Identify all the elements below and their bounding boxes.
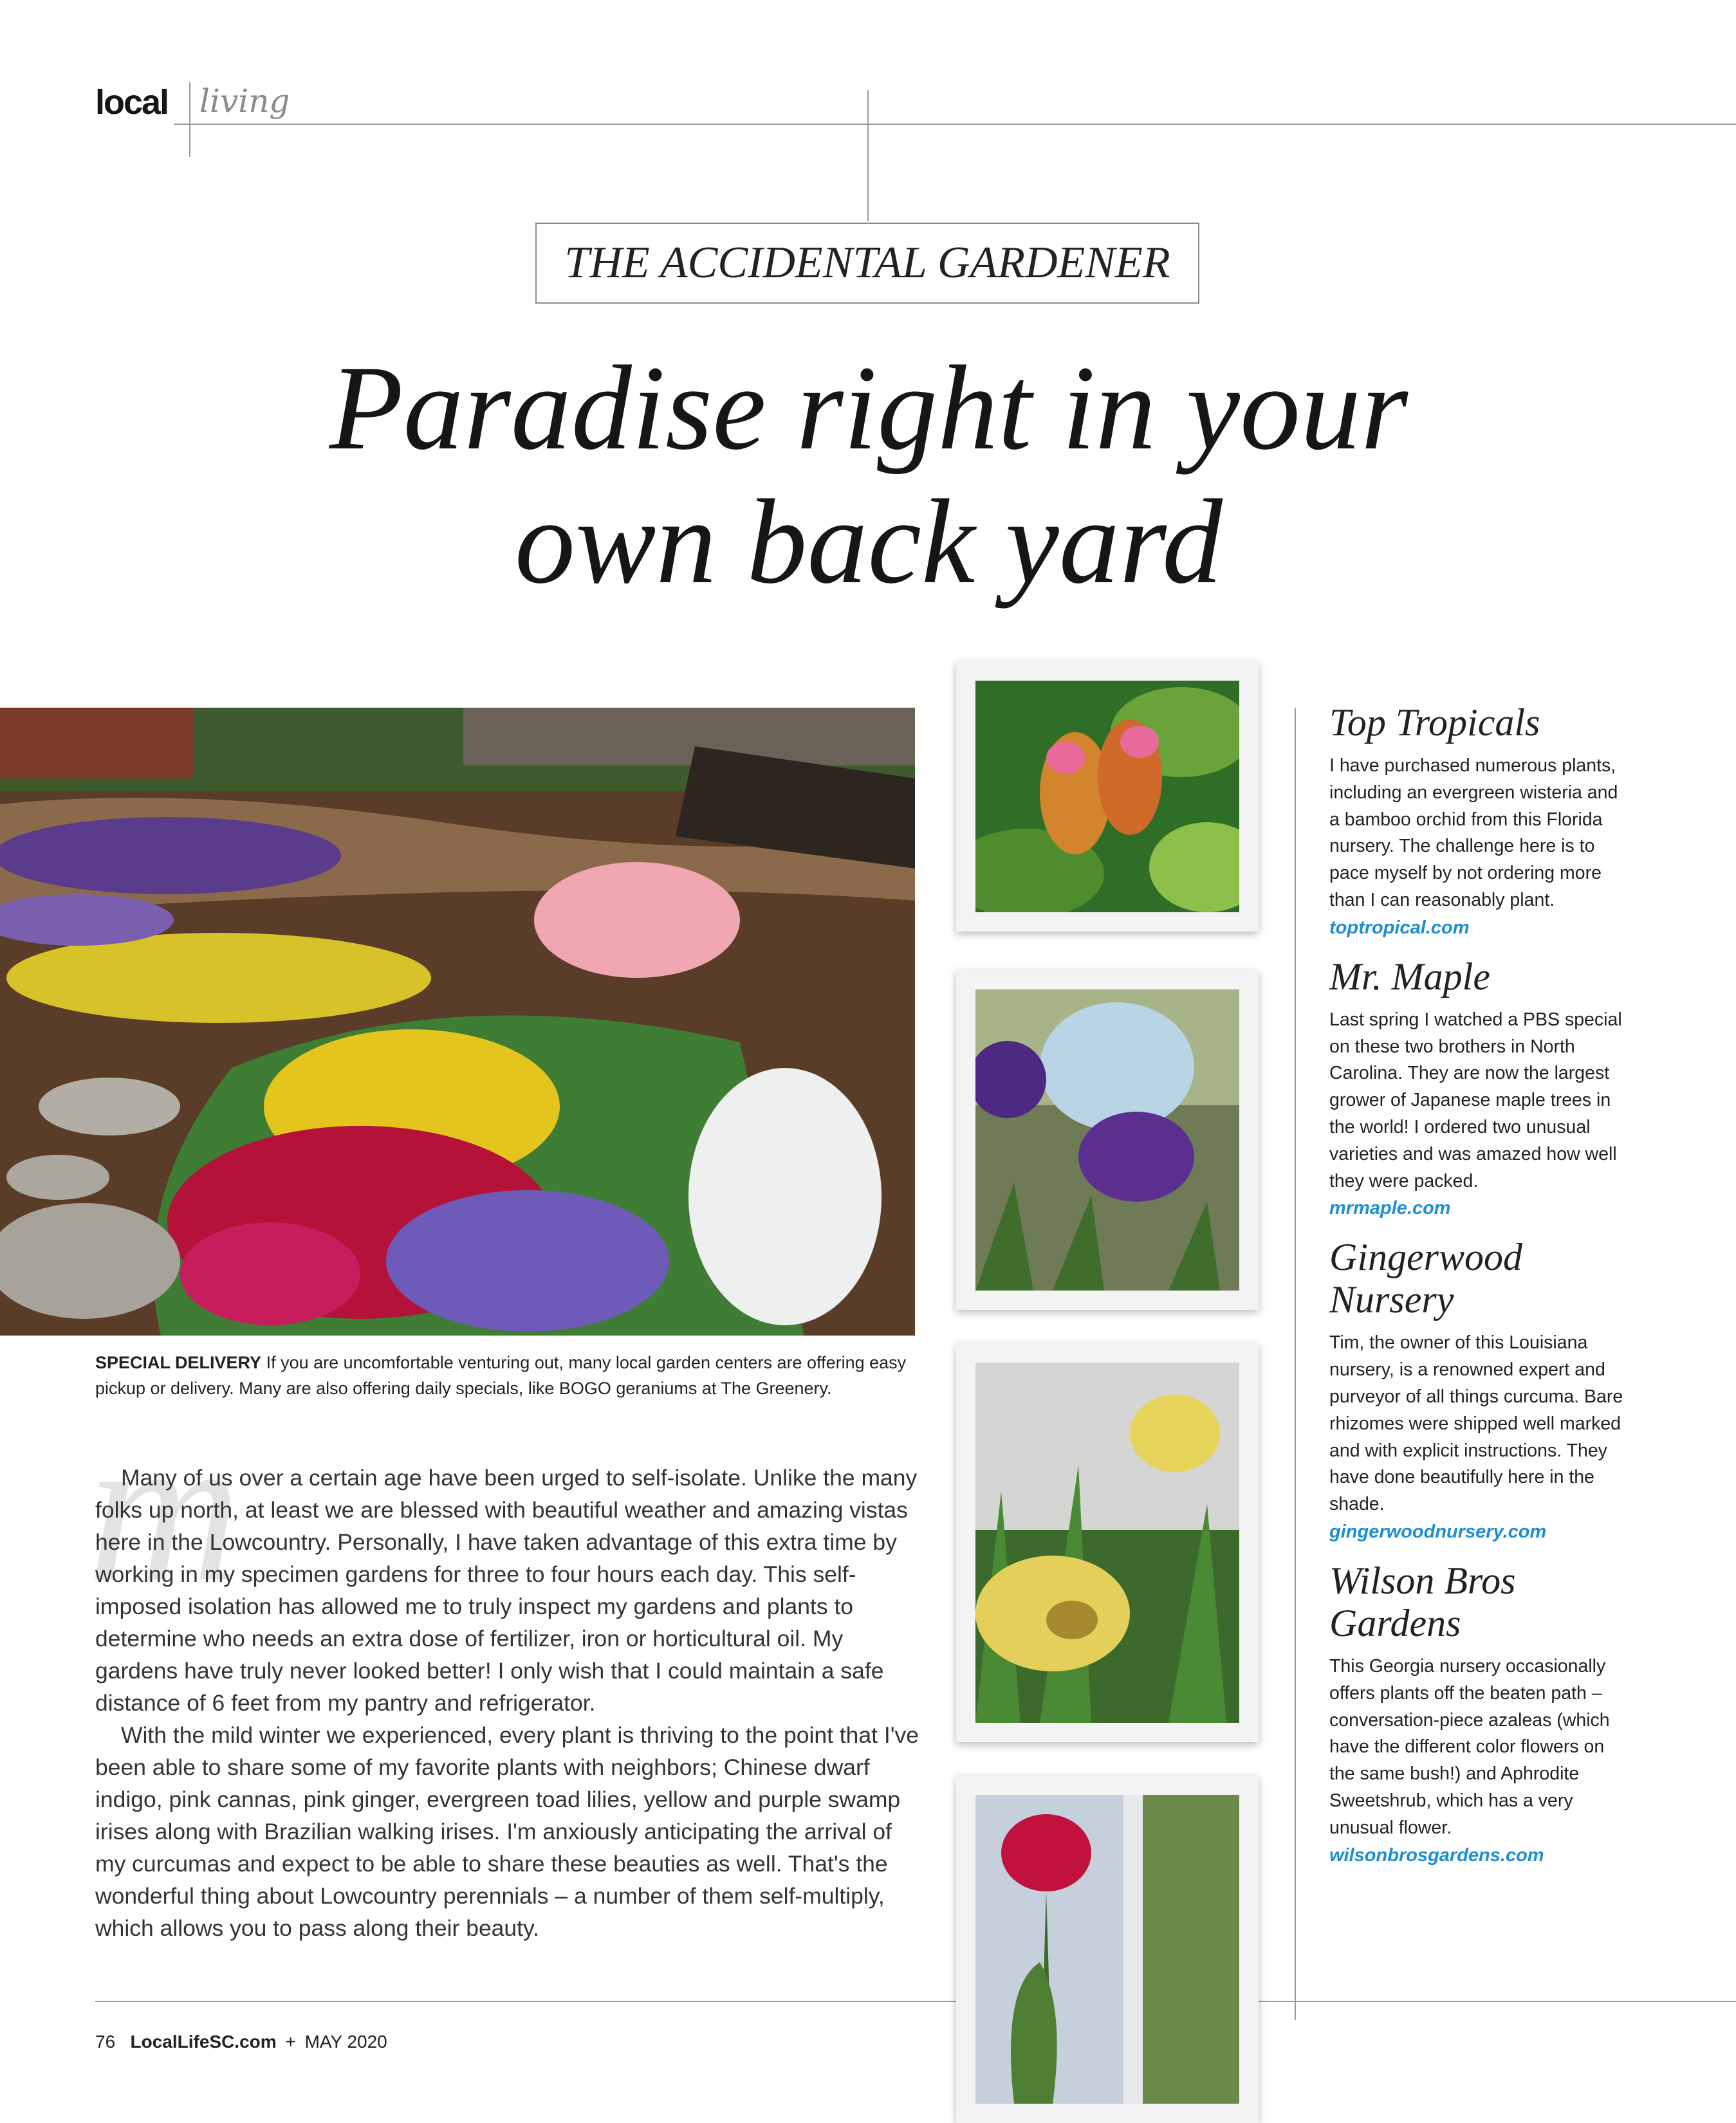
sidebar-title: Wilson Bros Gardens bbox=[1329, 1559, 1516, 1644]
headline-line-2: own back yard bbox=[515, 474, 1223, 609]
header-divider bbox=[189, 82, 190, 157]
page-number: 76 bbox=[95, 2032, 116, 2052]
footer-separator: + bbox=[285, 2032, 296, 2052]
footer-issue: MAY 2020 bbox=[304, 2032, 387, 2052]
sidebar-text: This Georgia nursery occasionally offers plants off the beaten path – conversation-piece azaleas (which have the different color flowers on the same bush!) and Aphrodite Sweetshrub, which has a very unusual flower. bbox=[1329, 1655, 1610, 1838]
sidebar-text: I have purchased numerous plants, including an evergreen wisteria and a bamboo orchid from this Florida nursery. The challenge here is to pace myself by not ordering more than I can reasonably plant. bbox=[1329, 755, 1618, 910]
body-paragraph: Many of us over a certain age have been urged to self-isolate. Unlike the many folks up north, at least we are blessed with beautiful weather and amazing vistas here in the Lowcountry. Personally, I have taken advantage of this extra time by working in my specimen gardens for three to four hours each day. This self-imposed isolation has allowed me to truly inspect my gardens and plants to determine who needs an extra dose of fertilizer, iron or horticultural oil. My gardens have truly never looked better! I only wish that I could maintain a safe distance of 6 feet from my pantry and refrigerator. bbox=[95, 1465, 918, 1716]
sidebar-link[interactable]: toptropical.com bbox=[1329, 917, 1470, 938]
caption-lead: SPECIAL DELIVERY bbox=[95, 1353, 262, 1372]
photo-purple-iris bbox=[956, 970, 1259, 1310]
sidebar-title: Top Tropicals bbox=[1329, 701, 1540, 744]
photo-yellow-iris bbox=[956, 1343, 1259, 1742]
headline-line-1: Paradise right in your bbox=[329, 340, 1408, 475]
photo-curcuma bbox=[956, 661, 1259, 932]
sidebar-entry-top-tropicals bbox=[1329, 701, 1625, 941]
sidebar-title: Mr. Maple bbox=[1329, 955, 1490, 998]
sidebar-link[interactable]: gingerwoodnursery.com bbox=[1329, 1521, 1547, 1542]
sidebar-text: Last spring I watched a PBS special on these two brothers in North Carolina. They are now the largest grower of Japanese maple trees in the world! I ordered two unusual varieties and was amazed how well they were packed. bbox=[1329, 1009, 1622, 1191]
sidebar-rule bbox=[1295, 708, 1296, 2020]
article-headline bbox=[129, 341, 1609, 609]
photo-red-canna bbox=[956, 1776, 1259, 2123]
sidebar-link[interactable]: mrmaple.com bbox=[1329, 1198, 1451, 1219]
sidebar-entry-gingerwood bbox=[1329, 1236, 1625, 1545]
brand-logo: local bbox=[95, 83, 169, 122]
page-footer bbox=[95, 2032, 387, 2052]
sidebar-entry-mr-maple bbox=[1329, 955, 1625, 1222]
drop-cap: m bbox=[88, 1391, 241, 1626]
sidebar-text: Tim, the owner of this Louisiana nursery, is a renowned expert and purveyor of all things curcuma. Bare rhizomes were shipped well marked and with explicit instructions. They have done beautifully here in the shade. bbox=[1329, 1332, 1623, 1515]
caption-text: If you are uncomfortable venturing out, many local garden centers are offering easy pickup or delivery. Many are also offering daily specials, like BOGO geraniums at The Greenery. bbox=[95, 1353, 907, 1398]
hero-garden-photo bbox=[0, 708, 915, 1336]
center-connector-rule bbox=[867, 90, 869, 221]
kicker-text: THE ACCIDENTAL GARDENER bbox=[564, 238, 1170, 288]
body-paragraph: With the mild winter we experienced, every plant is thriving to the point that I've been able to share some of my favorite plants with neighbors; Chinese dwarf indigo, pink cannas, pink ginger, evergreen toad lilies, yellow and purple swamp irises along with Brazilian walking irises. I'm anxiously anticipating the arrival of my curcumas and expect to be able to share these beauties as well. That's the wonderful thing about Lowcountry perennials – a number of them self-multiply, which allows you to pass along their beauty. bbox=[95, 1722, 919, 1941]
column-kicker bbox=[535, 223, 1199, 304]
footer-rule bbox=[95, 2001, 1736, 2002]
sidebar-link[interactable]: wilsonbrosgardens.com bbox=[1329, 1844, 1544, 1866]
section-label: living bbox=[199, 82, 290, 120]
sidebar-title: Gingerwood Nursery bbox=[1329, 1236, 1522, 1321]
header-rule bbox=[174, 124, 1736, 125]
sidebar-entry-wilson-bros bbox=[1329, 1559, 1625, 1869]
footer-site: LocalLifeSC.com bbox=[130, 2032, 277, 2052]
nursery-sidebar bbox=[1329, 701, 1625, 1883]
article-body bbox=[95, 1462, 925, 1944]
